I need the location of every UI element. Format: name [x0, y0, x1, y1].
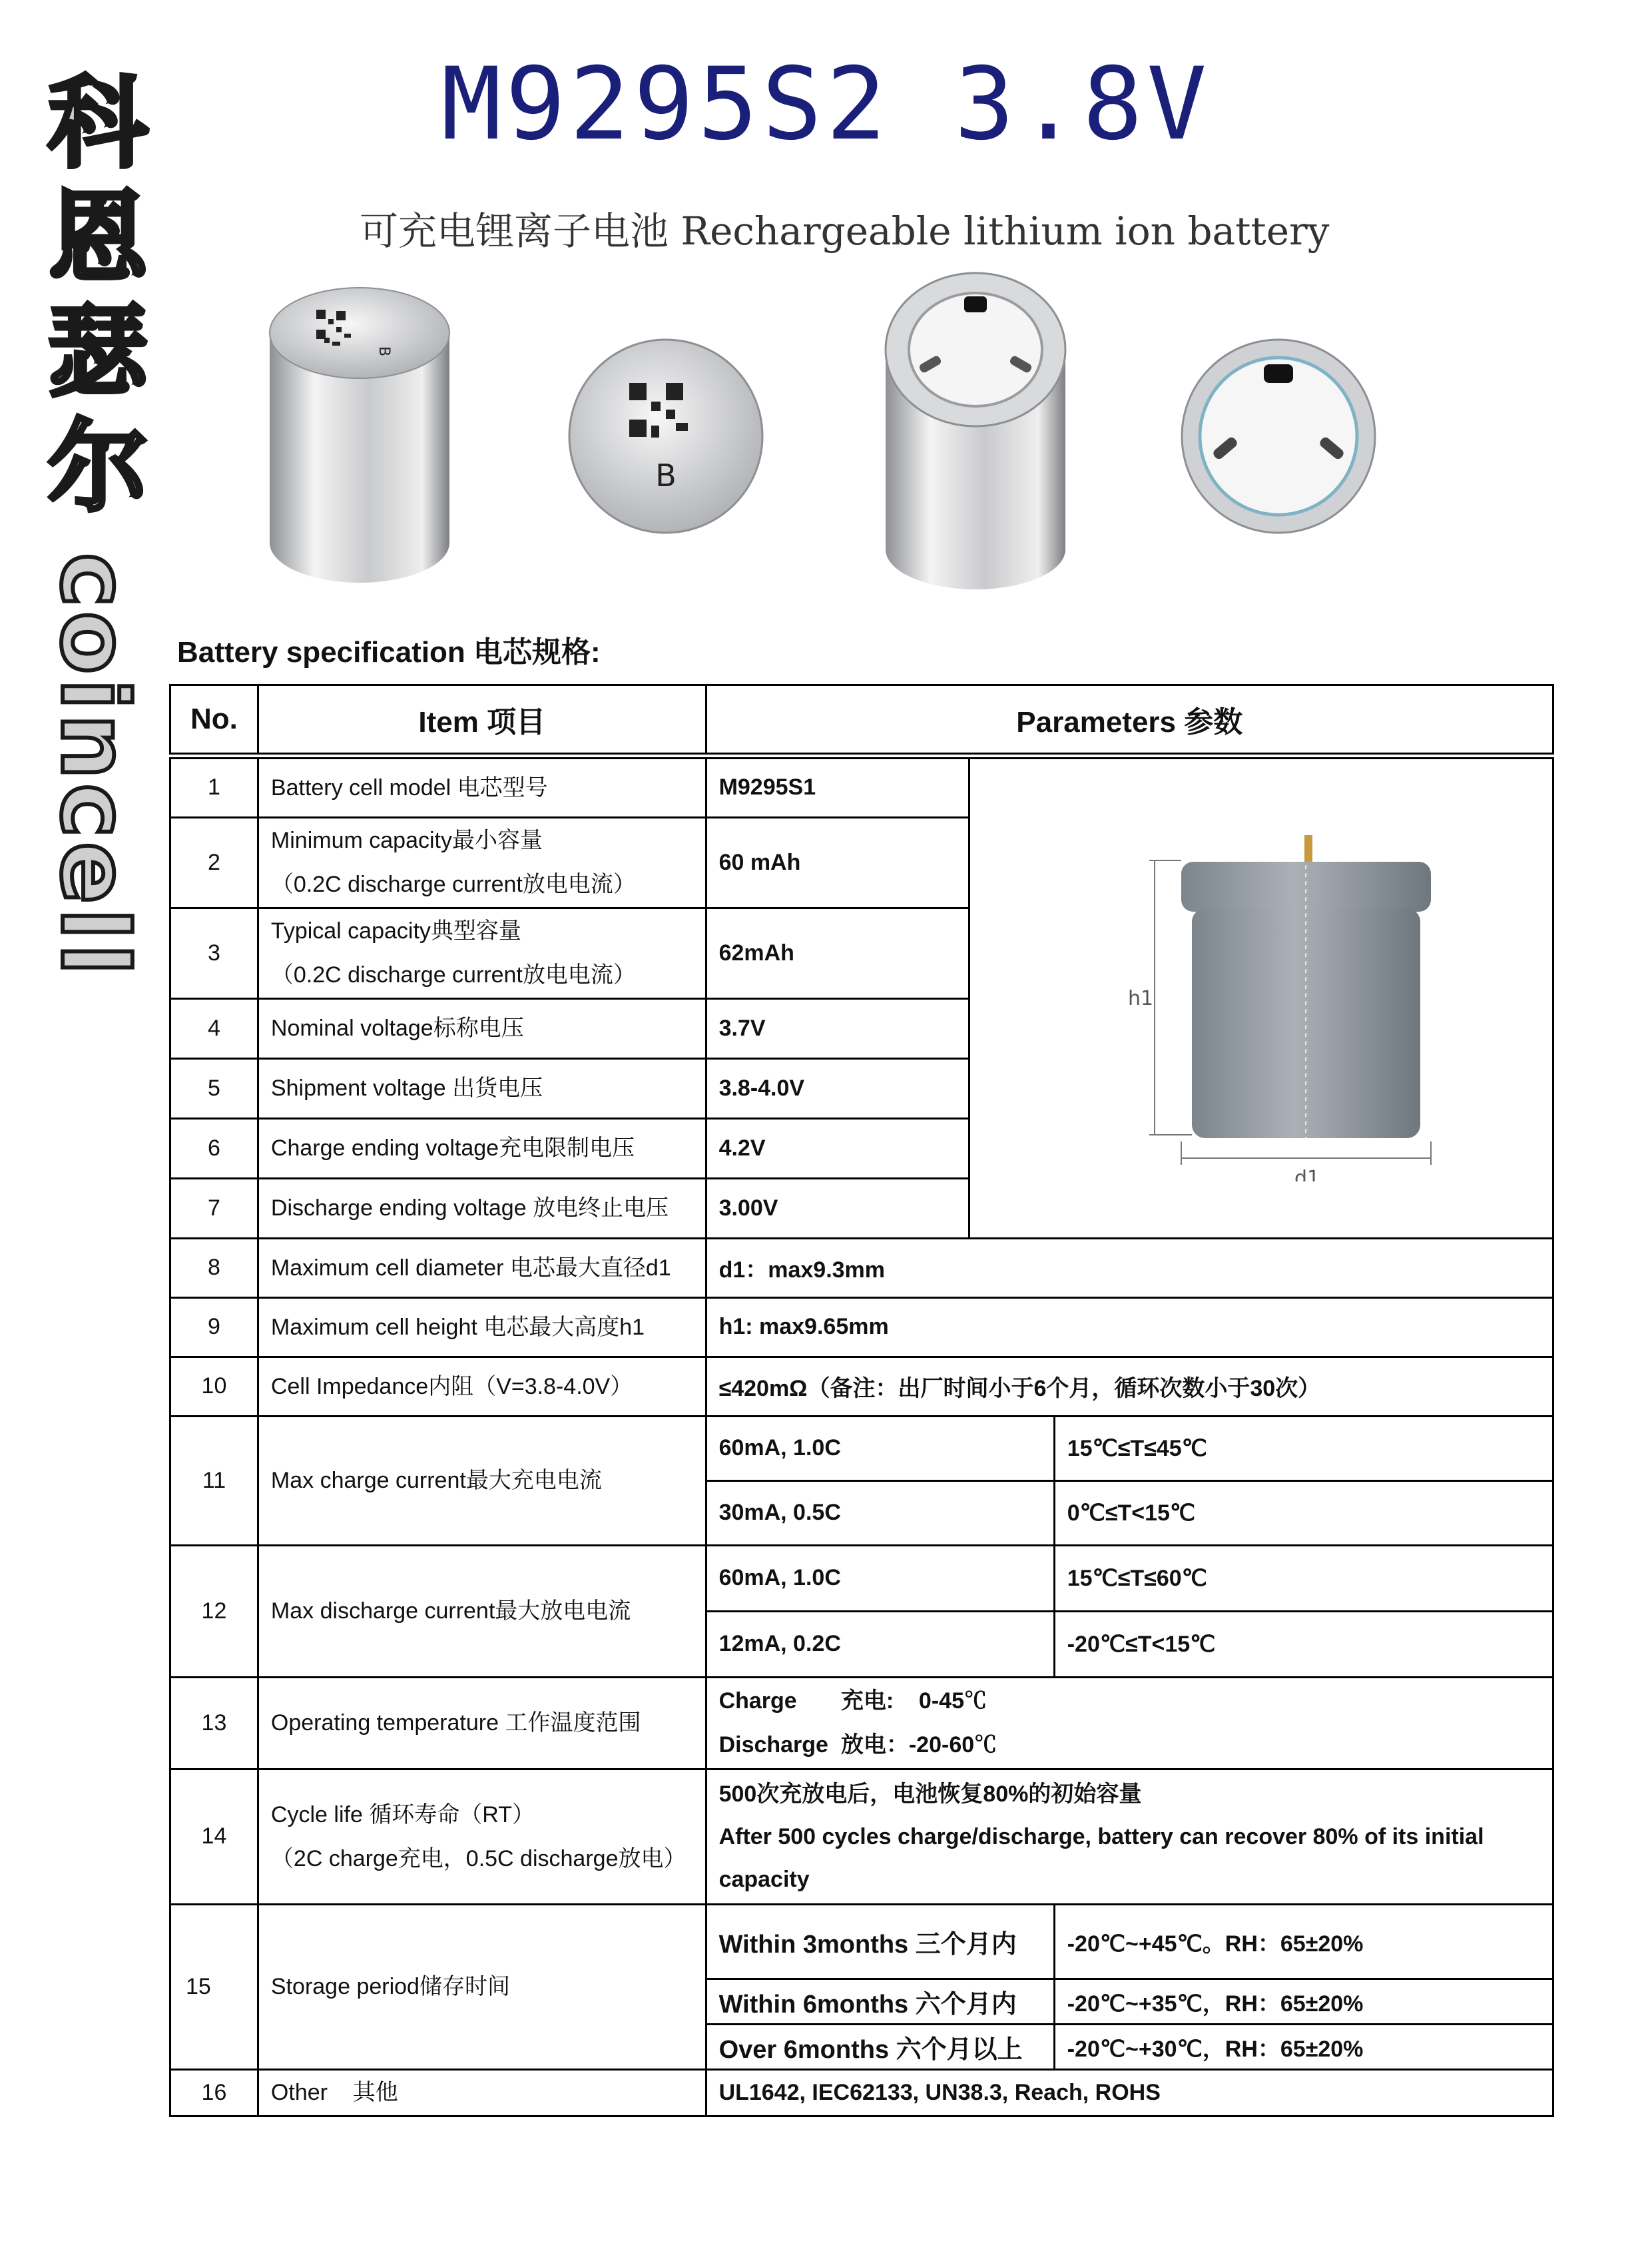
row-item: Minimum capacity最小容量 （0.2C discharge current放电电流）	[258, 817, 706, 908]
table-row	[170, 756, 1553, 817]
row-value: 4.2V	[706, 1118, 969, 1178]
row-item: Discharge ending voltage 放电终止电压	[258, 1178, 706, 1238]
row-no: 6	[170, 1118, 258, 1178]
row-condition: -20℃~+35℃，RH：65±20%	[1054, 1979, 1553, 2024]
row-no: 1	[170, 756, 258, 817]
row-value: 500次充放电后，电池恢复80%的初始容量 After 500 cycles charge/discharge, battery can recover 80% of its initial capacity	[706, 1769, 1553, 1904]
row-item: Storage period储存时间	[258, 1904, 706, 2069]
row-value: 60mA, 1.0C	[706, 1545, 1054, 1611]
row-no: 16	[170, 2069, 258, 2116]
row-value: Within 3months 三个月内	[706, 1904, 1054, 1979]
row-no: 12	[170, 1545, 258, 1677]
row-condition: -20℃≤T<15℃	[1054, 1611, 1553, 1677]
page-subtitle: 可充电锂离子电池 Rechargeable lithium ion battery	[360, 208, 1330, 254]
row-no: 9	[170, 1297, 258, 1357]
row-item: Cell Impedance内阻（V=3.8-4.0V）	[258, 1357, 706, 1416]
row-condition: 15℃≤T≤60℃	[1054, 1545, 1553, 1611]
section-heading: Battery specification 电芯规格:	[177, 636, 601, 669]
row-no: 13	[170, 1677, 258, 1769]
row-value: 30mA, 0.5C	[706, 1480, 1054, 1545]
row-value: d1：max9.3mm	[706, 1238, 1553, 1297]
row-condition: -20℃~+45℃。RH：65±20%	[1054, 1904, 1553, 1979]
row-condition: -20℃~+30℃，RH：65±20%	[1054, 2024, 1553, 2069]
row-value: 3.00V	[706, 1178, 969, 1238]
cell-photo-angle	[879, 263, 1072, 596]
table-row	[170, 1357, 1553, 1416]
row-item: Max charge current最大充电电流	[258, 1416, 706, 1545]
table-row	[170, 1677, 1553, 1769]
cell-photo-top	[566, 336, 766, 536]
row-item: Maximum cell diameter 电芯最大直径d1	[258, 1238, 706, 1297]
row-item: Other 其他	[258, 2069, 706, 2116]
table-row	[170, 1416, 1553, 1480]
table-row	[170, 1904, 1553, 1979]
header-params: Parameters 参数	[706, 685, 1553, 757]
row-value: h1: max9.65mm	[706, 1297, 1553, 1357]
header-item: Item 项目	[258, 685, 706, 757]
row-value: 3.8-4.0V	[706, 1058, 969, 1118]
table-row	[170, 2069, 1553, 2116]
brand-name-cn: 科恩瑟尔	[48, 66, 148, 525]
row-value: 62mAh	[706, 908, 969, 998]
cell-dimension-figure	[969, 756, 1553, 1238]
row-item: Maximum cell height 电芯最大高度h1	[258, 1297, 706, 1357]
page-title: M9295S2 3.8V	[441, 47, 1211, 162]
row-value: 60 mAh	[706, 817, 969, 908]
row-item: Battery cell model 电芯型号	[258, 756, 706, 817]
row-value: UL1642, IEC62133, UN38.3, Reach, ROHS	[706, 2069, 1553, 2116]
cell-letter: B	[376, 346, 392, 357]
row-no: 11	[170, 1416, 258, 1545]
row-condition: 0℃≤T<15℃	[1054, 1480, 1553, 1545]
row-item: Typical capacity典型容量 （0.2C discharge current放电电流）	[258, 908, 706, 998]
row-no: 2	[170, 817, 258, 908]
row-item: Shipment voltage 出货电压	[258, 1058, 706, 1118]
table-header-row	[170, 685, 1553, 757]
row-no: 3	[170, 908, 258, 998]
row-value: ≤420mΩ（备注：出厂时间小于6个月，循环次数小于30次）	[706, 1357, 1553, 1416]
row-no: 7	[170, 1178, 258, 1238]
row-value: Over 6months 六个月以上	[706, 2024, 1054, 2069]
row-no: 5	[170, 1058, 258, 1118]
cell-letter: B	[655, 458, 677, 493]
brand-name-en: coincell	[41, 553, 148, 980]
table-row	[170, 1238, 1553, 1297]
header-no: No.	[170, 685, 258, 757]
row-value: 12mA, 0.2C	[706, 1611, 1054, 1677]
row-no: 10	[170, 1357, 258, 1416]
row-value: 60mA, 1.0C	[706, 1416, 1054, 1480]
table-row	[170, 1297, 1553, 1357]
row-value: Charge 充电: 0-45℃ Discharge 放电：-20-60℃	[706, 1677, 1553, 1769]
row-no: 14	[170, 1769, 258, 1904]
row-value: 3.7V	[706, 998, 969, 1058]
row-value: Within 6months 六个月内	[706, 1979, 1054, 2024]
row-condition: 15℃≤T≤45℃	[1054, 1416, 1553, 1480]
row-no: 8	[170, 1238, 258, 1297]
row-value: M9295S1	[706, 756, 969, 817]
table-row	[170, 1545, 1553, 1611]
row-no: 15	[170, 1904, 258, 2069]
row-item: Operating temperature 工作温度范围	[258, 1677, 706, 1769]
row-no: 4	[170, 998, 258, 1058]
row-item: Max discharge current最大放电电流	[258, 1545, 706, 1677]
cell-photo-side	[263, 276, 456, 589]
row-item: Cycle life 循环寿命（RT） （2C charge充电，0.5C discharge放电）	[258, 1769, 706, 1904]
cell-photo-bottom	[1179, 336, 1378, 536]
row-item: Nominal voltage标称电压	[258, 998, 706, 1058]
spec-table	[169, 684, 1554, 2117]
height-label: h1	[1127, 987, 1154, 1011]
table-row	[170, 1769, 1553, 1904]
row-item: Charge ending voltage充电限制电压	[258, 1118, 706, 1178]
diameter-label: d1	[1294, 1167, 1320, 1182]
